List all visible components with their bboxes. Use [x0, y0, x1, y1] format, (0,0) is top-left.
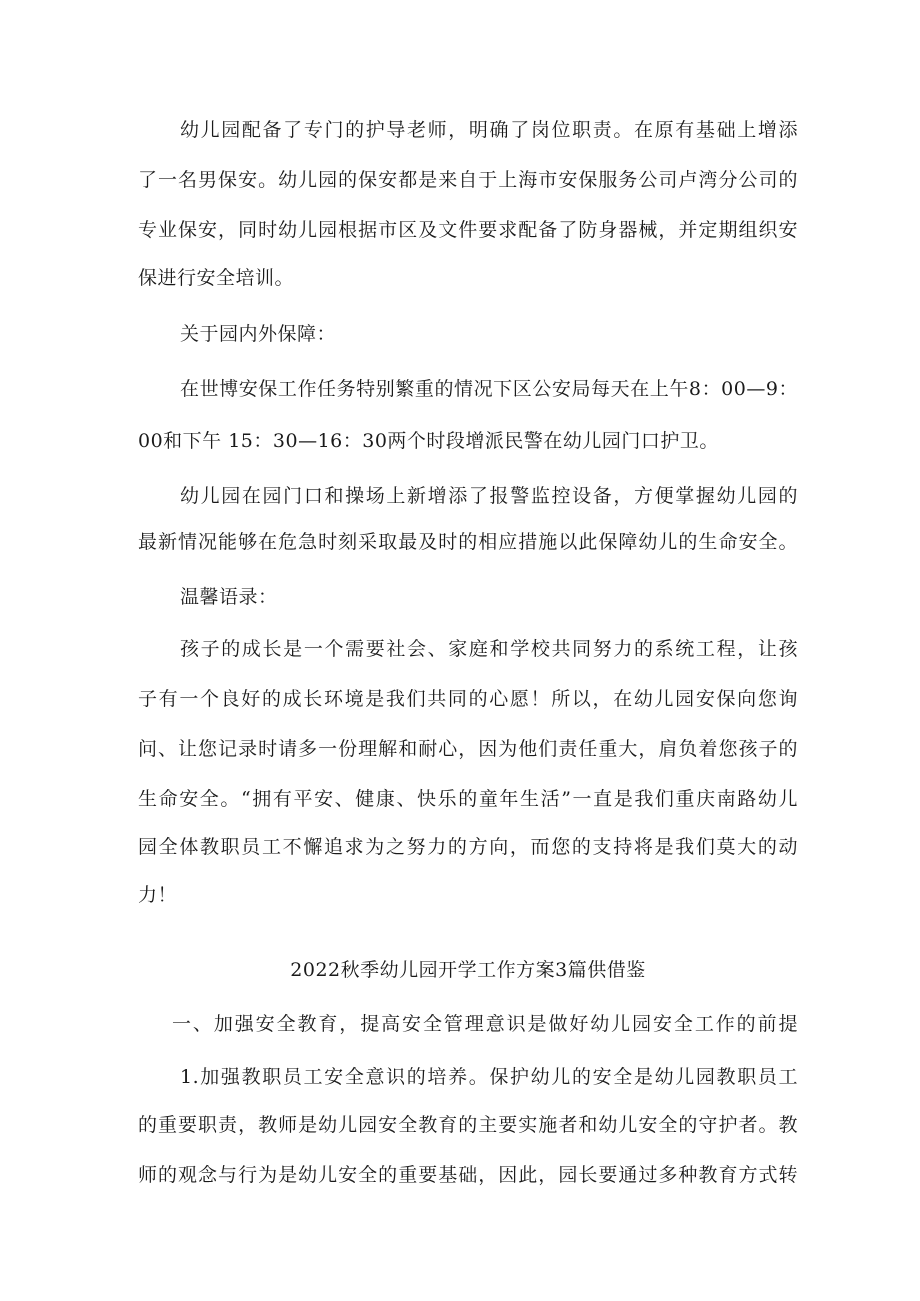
- paragraph-2-line-1: 在世博安保工作任务特别繁重的情况下区公安局每天在上午8：00—9：: [180, 378, 798, 400]
- paragraph-2-line-2: 00和下午 15：30—16：30两个时段增派民警在幼儿园门口护卫。: [138, 430, 719, 452]
- document-title: 2022秋季幼儿园开学工作方案3篇供借鉴: [290, 959, 646, 981]
- paragraph-1-line-2: 了一名男保安。幼儿园的保安都是来自于上海市安保服务公司卢湾分公司的: [138, 169, 798, 191]
- paragraph-4-line-6: 力！: [138, 884, 178, 906]
- heading-warm-words: 温馨语录：: [180, 586, 278, 608]
- paragraph-1-line-3: 专业保安，同时幼儿园根据市区及文件要求配备了防身器械，并定期组织安: [138, 219, 798, 241]
- paragraph-5-line-1: 1.加强教职员工安全意识的培养。保护幼儿的安全是幼儿园教职员工: [180, 1066, 798, 1088]
- paragraph-4-line-5: 园全体教职员工不懈追求为之努力的方向，而您的支持将是我们莫大的动: [138, 836, 798, 858]
- paragraph-3-line-2: 最新情况能够在危急时刻采取最及时的相应措施以此保障幼儿的生命安全。: [138, 531, 798, 553]
- paragraph-4-line-3: 问、让您记录时请多一份理解和耐心，因为他们责任重大，肩负着您孩子的: [138, 738, 798, 760]
- paragraph-4-line-1: 孩子的成长是一个需要社会、家庭和学校共同努力的系统工程，让孩: [180, 638, 798, 660]
- paragraph-5-line-2: 的重要职责，教师是幼儿园安全教育的主要实施者和幼儿安全的守护者。教: [138, 1114, 798, 1136]
- paragraph-3-line-1: 幼儿园在园门口和操场上新增添了报警监控设备，方便掌握幼儿园的: [180, 485, 798, 507]
- paragraph-4-line-2: 子有一个良好的成长环境是我们共同的心愿！所以，在幼儿园安保向您询: [138, 688, 798, 710]
- paragraph-1-line-1: 幼儿园配备了专门的护导老师，明确了岗位职责。在原有基础上增添: [180, 119, 798, 141]
- paragraph-5-line-3: 师的观念与行为是幼儿安全的重要基础，因此，园长要通过多种教育方式转: [138, 1164, 798, 1186]
- paragraph-1-line-4: 保进行安全培训。: [138, 267, 295, 289]
- section-1-heading: 一、加强安全教育，提高安全管理意识是做好幼儿园安全工作的前提: [172, 1013, 798, 1035]
- paragraph-4-line-4: 生命安全。“拥有平安、健康、快乐的童年生活”一直是我们重庆南路幼儿: [138, 788, 798, 810]
- heading-guarantee: 关于园内外保障：: [180, 323, 337, 345]
